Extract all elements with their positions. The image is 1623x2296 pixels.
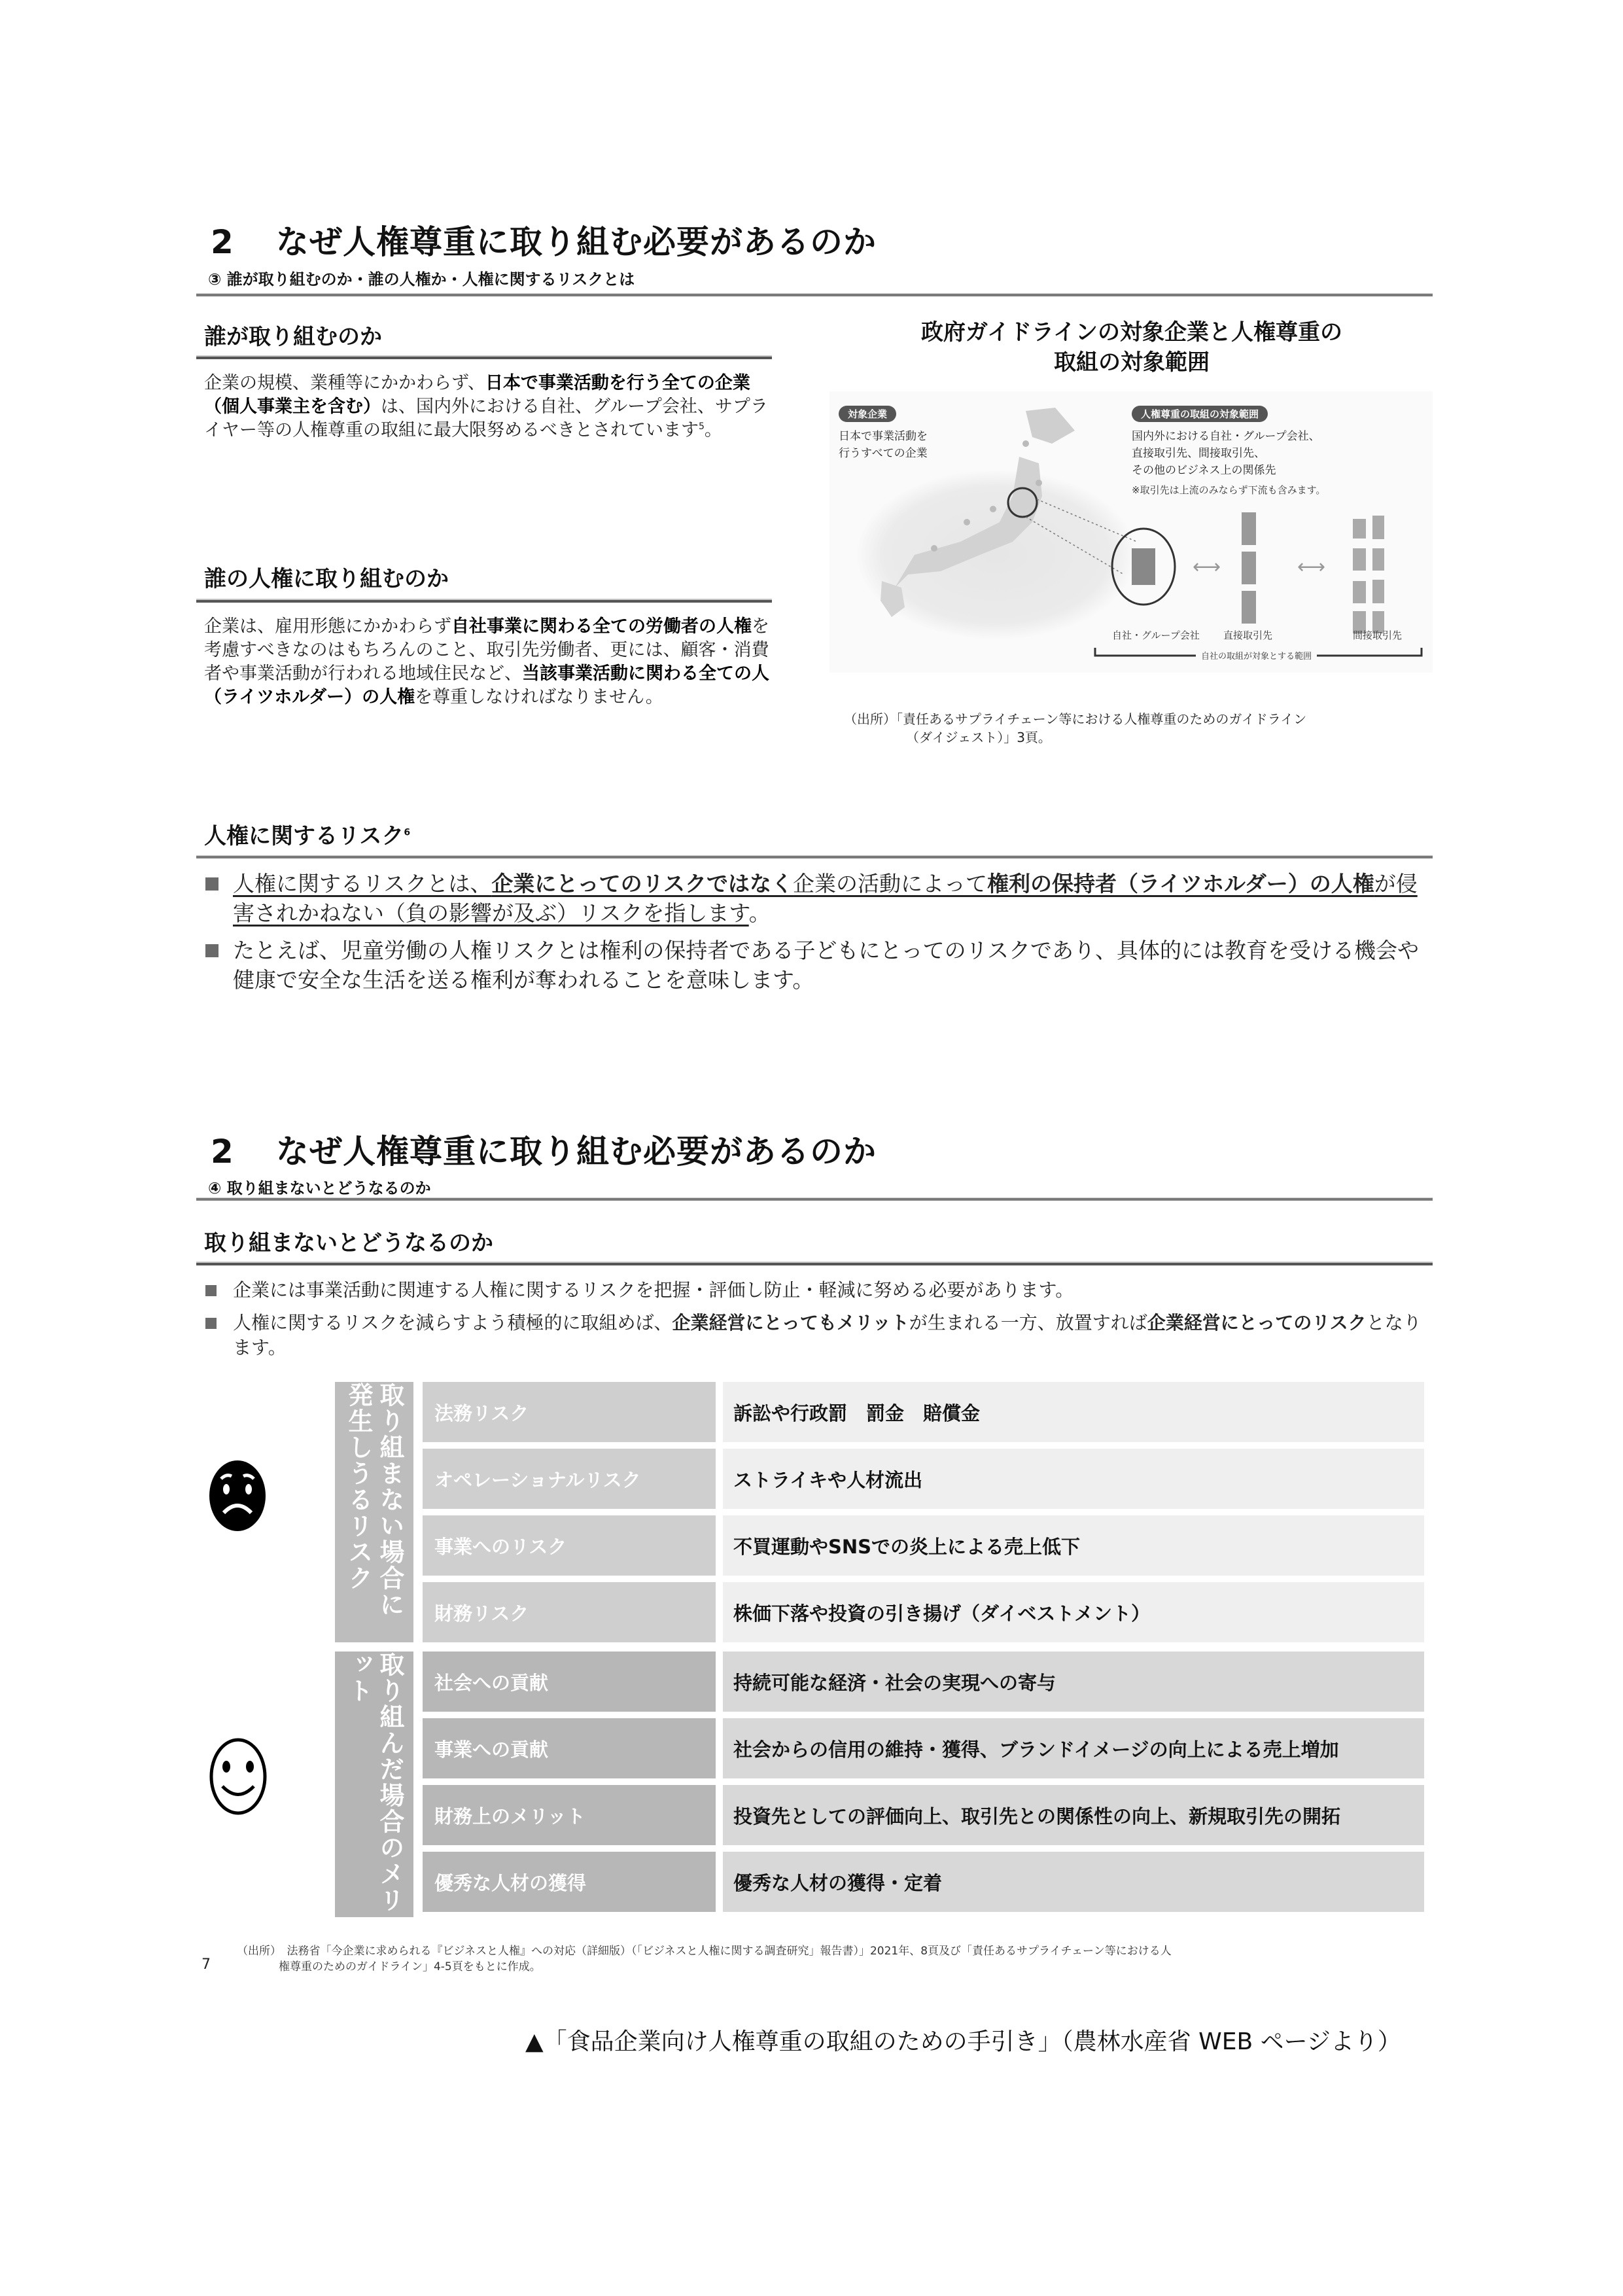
merit-description-cell: 投資先としての評価向上、取引先との関係性の向上、新規取引先の開拓 — [723, 1785, 1424, 1845]
indirect-building-icon — [1353, 581, 1366, 603]
risk-description-cell: 訴訟や行政罰 罰金 賠償金 — [723, 1382, 1424, 1442]
page-title — [211, 216, 877, 263]
merit-description-cell: 持続可能な経済・社会の実現への寄与 — [723, 1651, 1424, 1712]
figure-title: 政府ガイドラインの対象企業と人権尊重の 取組の対象範囲 — [921, 319, 1342, 376]
bullet-square-icon — [205, 944, 218, 957]
indirect-building-icon — [1353, 519, 1366, 539]
list-item: 企業には事業活動に関連する人権に関するリスクを把握・評価し防止・軽減に努める必要があります。 — [204, 1278, 1434, 1303]
title-divider — [196, 1197, 1433, 1201]
direct-building-icon — [1242, 552, 1256, 584]
merit-category-cell: 事業への貢献 — [423, 1718, 716, 1778]
page-subtitle: ③ 誰が取り組むのか・誰の人権か・人権に関するリスクとは — [208, 270, 635, 289]
scope-text: 国内外における自社・グループ会社、 直接取引先、間接取引先、 その他のビジネス上の関係先 — [1132, 430, 1320, 477]
risk-description-cell: 株価下落や投資の引き揚げ（ダイベストメント） — [723, 1582, 1424, 1642]
label-own-group: 自社・グループ会社 — [1112, 629, 1200, 641]
risk-group-label: 取り組まない場合に発生しうるリスク — [335, 1382, 413, 1642]
section-divider — [196, 355, 772, 359]
direct-building-icon — [1242, 591, 1256, 624]
title-divider — [196, 293, 1433, 296]
indirect-building-icon — [1353, 548, 1366, 571]
whose-paragraph: 企業は、雇用形態にかかわらず自社事業に関わる全ての労働者の人権を考慮すべきなのはもちろんのこと、取引先労働者、更には、顧客・消費者や事業活動が行われる地域住民など、当該事業活動に関わる全ての人（ライツホルダー）の人権を尊重しなければなりません。 — [204, 616, 769, 707]
list-item: 人権に関するリスクを減らすよう積極的に取組めば、企業経営にとってもメリットが生まれる一方、放置すれば企業経営にとってのリスクとなります。 — [204, 1311, 1434, 1360]
direct-building-icon — [1242, 512, 1256, 545]
scope-pill: 人権尊重の取組の対象範囲 — [1132, 406, 1268, 422]
section-heading-consequences: 取り組まないとどうなるのか — [204, 1230, 493, 1256]
page-title — [211, 1125, 877, 1173]
smiling-face-icon — [208, 1737, 268, 1816]
label-direct-supplier: 直接取引先 — [1223, 629, 1273, 641]
risk-category-cell: 事業へのリスク — [423, 1515, 716, 1576]
merit-category-cell: 財務上のメリット — [423, 1785, 716, 1845]
own-building-icon — [1132, 548, 1155, 585]
arrow-left-right-icon: ⟷ — [1193, 556, 1221, 578]
target-company-pill: 対象企業 — [839, 406, 896, 422]
bullet-square-icon — [205, 1318, 217, 1329]
risk-description-cell: 不買運動やSNSでの炎上による売上低下 — [723, 1515, 1424, 1576]
risk-category-cell: 法務リスク — [423, 1382, 716, 1442]
section-divider — [196, 855, 1433, 858]
arrow-left-right-icon: ⟷ — [1297, 556, 1326, 578]
section-divider — [196, 1262, 1433, 1265]
list-item: たとえば、児童労働の人権リスクとは権利の保持者である子どもにとってのリスクであり、具体的には教育を受ける機会や健康で安全な生活を送る権利が奪われることを意味します。 — [204, 936, 1434, 995]
indirect-building-icon — [1372, 516, 1384, 539]
worried-face-icon — [208, 1459, 267, 1532]
section-divider — [196, 599, 772, 603]
who-paragraph: 企業の規模、業種等にかかわらず、日本で事業活動を行う全ての企業（個人事業主を含む）は、国内外における自社、グループ会社、サプライヤー等の人権尊重の取組に最大限努めるべきとされています$^5$。 — [204, 373, 768, 440]
hokkaido-shape — [1026, 408, 1075, 444]
consequence-bullets — [204, 1278, 1434, 1368]
bullet-square-icon — [205, 877, 218, 891]
merit-category-cell: 優秀な人材の獲得 — [423, 1852, 716, 1912]
target-company-text: 日本で事業活動を 行うすべての企業 — [839, 430, 928, 460]
list-item: 人権に関するリスクとは、企業にとってのリスクではなく企業の活動によって権利の保持者（ライツホルダー）の人権が侵害されかねない（負の影響が及ぶ）リスクを指します。 — [204, 869, 1434, 928]
risk-description-cell: ストライキや人材流出 — [723, 1449, 1424, 1509]
image-caption: ▲「食品企業向け人権尊重の取組のための手引き」（農林水産省 WEB ページより） — [525, 2028, 1401, 2055]
bullet-square-icon — [205, 1285, 217, 1296]
merit-description-cell: 優秀な人材の獲得・定着 — [723, 1852, 1424, 1912]
indirect-building-icon — [1372, 580, 1384, 603]
region-ellipse — [856, 470, 1137, 640]
figure-source: （出所）「責任あるサプライチェーン等における人権尊重のためのガイドライン （ダイジェスト）」3頁。 — [844, 711, 1307, 745]
chapter-title: なぜ人権尊重に取り組む必要があるのか — [276, 223, 877, 261]
table-source: （出所） 法務省「今企業に求められる『ビジネスと人権』への対応（詳細版）（「ビジネスと人権に関する調査研究」報告書）」2021年、8頁及び「責任あるサプライチェーン等における人 権尊重のためのガイドライン」4-5頁をもとに作成。 — [237, 1945, 1172, 1973]
chapter-number: 2 — [211, 223, 234, 261]
merit-description-cell: 社会からの信用の維持・獲得、ブランドイメージの向上による売上増加 — [723, 1718, 1424, 1778]
section-heading-who: 誰が取り組むのか — [204, 324, 382, 350]
section-heading-whose: 誰の人権に取り組むのか — [204, 566, 449, 592]
page-subtitle: ④ 取り組まないとどうなるのか — [208, 1179, 431, 1197]
chapter-number: 2 — [211, 1133, 234, 1171]
section-heading-risk: 人権に関するリスク$^6$ — [204, 823, 411, 849]
indirect-factory-icon — [1372, 548, 1384, 571]
page-number: 7 — [201, 1956, 211, 1973]
merit-category-cell: 社会への貢献 — [423, 1651, 716, 1712]
figure-diagram — [829, 391, 1433, 673]
risk-category-cell: 財務リスク — [423, 1582, 716, 1642]
chapter-title: なぜ人権尊重に取り組む必要があるのか — [276, 1133, 877, 1171]
scope-bracket-label: 自社の取組が対象とする範囲 — [1196, 649, 1317, 662]
scope-note: ※取引先は上流のみならず下流も含みます。 — [1132, 484, 1326, 496]
risk-bullets — [204, 869, 1434, 1002]
risk-category-cell: オペレーショナルリスク — [423, 1449, 716, 1509]
label-indirect-supplier: 間接取引先 — [1353, 629, 1403, 641]
merit-group-label: 取り組んだ場合のメリット — [335, 1651, 413, 1917]
